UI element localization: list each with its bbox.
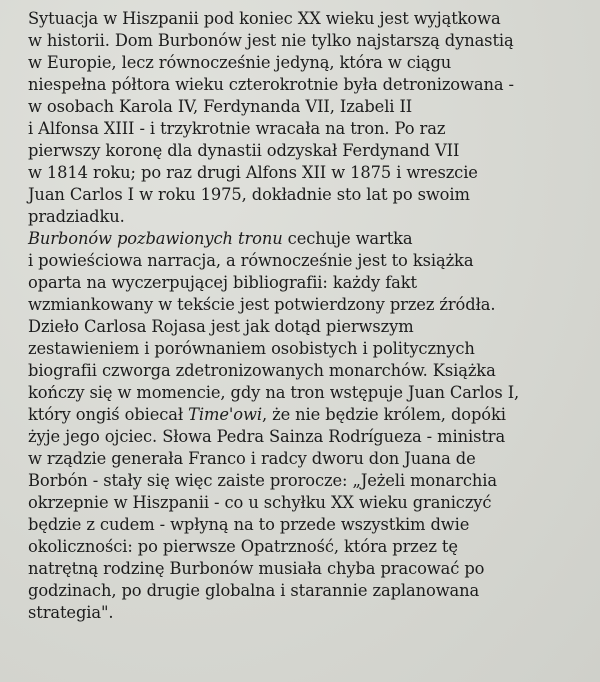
text-line: natrętną rodzinę Burbonów musiała chyba pracować po bbox=[28, 559, 485, 578]
text-line: będzie z cudem - wpłyną na to przede wszystkim dwie bbox=[28, 515, 470, 534]
text-line: niespełna półtora wieku czterokrotnie była detronizowana - bbox=[28, 75, 514, 94]
magazine-name-italic: Time'owi bbox=[188, 405, 262, 424]
text-line: okrzepnie w Hiszpanii - co u schyłku XX wieku graniczyć bbox=[28, 493, 492, 512]
text-line: żyje jego ojciec. Słowa Pedra Sainza Rodrígueza - ministra bbox=[28, 427, 506, 446]
text-line: Sytuacja w Hiszpanii pod koniec XX wieku jest wyjątkowa bbox=[28, 9, 501, 28]
text-span: cechuje wartka bbox=[282, 229, 413, 248]
text-line: okoliczności: po pierwsze Opatrzność, która przez tę bbox=[28, 537, 458, 556]
book-title-italic: Burbonów pozbawionych tronu bbox=[28, 229, 283, 248]
text-line bbox=[28, 404, 506, 426]
text-line: i Alfonsa XIII - i trzykrotnie wracała na tron. Po raz bbox=[28, 119, 446, 138]
text-line: Borbón - stały się więc zaiste prorocze: „Jeżeli monarchia bbox=[28, 471, 497, 490]
book-back-cover-text bbox=[28, 8, 600, 682]
text-line: w historii. Dom Burbonów jest nie tylko najstarszą dynastią bbox=[28, 31, 514, 50]
text-line: wzmiankowany w tekście jest potwierdzony przez źródła. bbox=[28, 295, 496, 314]
text-line: w Europie, lecz równocześnie jedyną, która w ciągu bbox=[28, 53, 452, 72]
text-line bbox=[28, 228, 413, 250]
text-line: w 1814 roku; po raz drugi Alfons XII w 1875 i wreszcie bbox=[28, 163, 478, 182]
text-line: pradziadku. bbox=[28, 207, 125, 226]
text-line: godzinach, po drugie globalna i starannie zaplanowana bbox=[28, 581, 480, 600]
text-line: pierwszy koronę dla dynastii odzyskał Ferdynand VII bbox=[28, 141, 460, 160]
text-line: i powieściowa narracja, a równocześnie jest to książka bbox=[28, 251, 474, 270]
text-line: w rządzie generała Franco i radcy dworu don Juana de bbox=[28, 449, 476, 468]
text-line: biografii czworga zdetronizowanych monarchów. Książka bbox=[28, 361, 496, 380]
text-line: kończy się w momencie, gdy na tron wstępuje Juan Carlos I, bbox=[28, 383, 520, 402]
text-line: Juan Carlos I w roku 1975, dokładnie sto lat po swoim bbox=[28, 185, 470, 204]
text-line: oparta na wyczerpującej bibliografii: każdy fakt bbox=[28, 273, 417, 292]
text-line: Dzieło Carlosa Rojasa jest jak dotąd pierwszym bbox=[28, 317, 414, 336]
text-span: , że nie będzie królem, dopóki bbox=[261, 405, 506, 424]
text-line: strategia". bbox=[28, 603, 114, 622]
text-span: który ongiś obiecał bbox=[28, 405, 189, 424]
text-line: w osobach Karola IV, Ferdynanda VII, Izabeli II bbox=[28, 97, 413, 116]
text-line: zestawieniem i porównaniem osobistych i politycznych bbox=[28, 339, 475, 358]
